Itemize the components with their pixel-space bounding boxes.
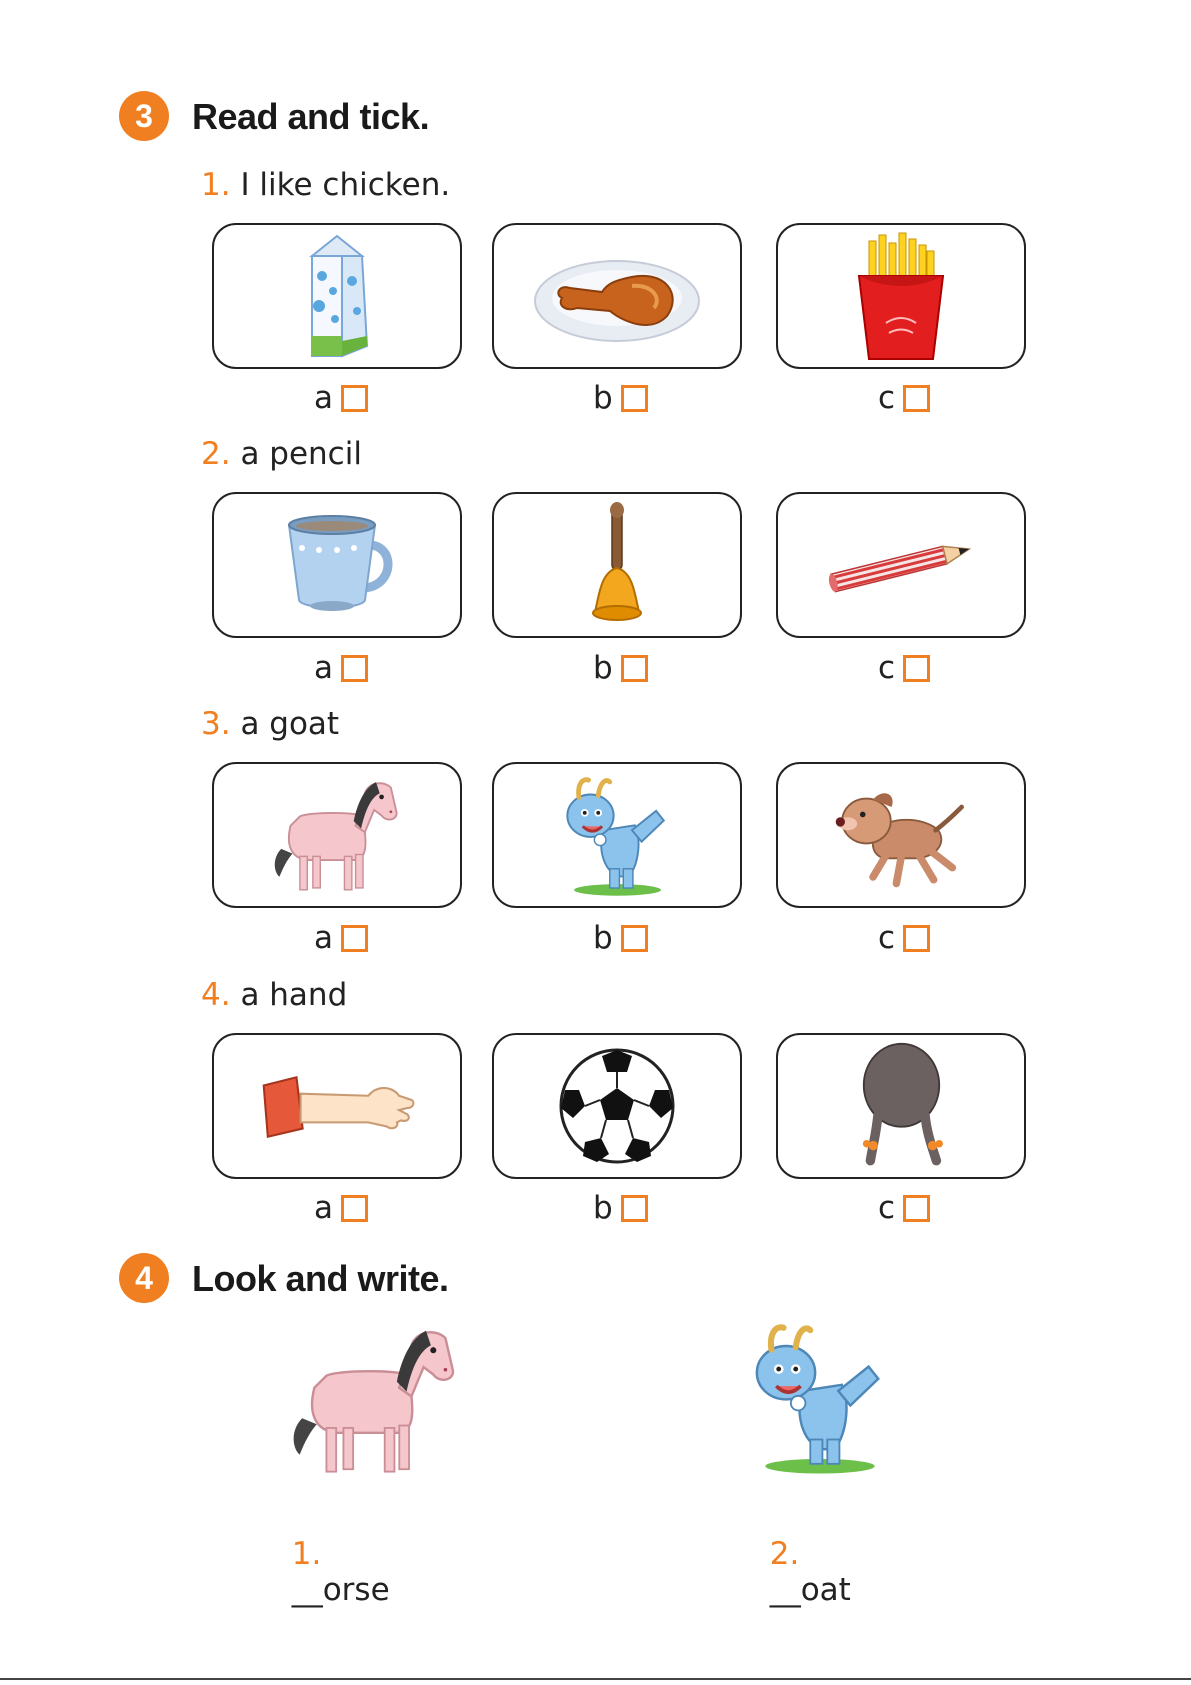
- write-item-number: 1.: [291, 1536, 322, 1572]
- pencil-picture: [776, 492, 1026, 638]
- option-a[interactable]: [314, 920, 368, 956]
- option-letter: b: [593, 380, 613, 416]
- question-number: 2.: [201, 436, 231, 472]
- option-letter: a: [314, 920, 333, 956]
- write-item-text: orse: [322, 1572, 390, 1608]
- chicken-leg-icon: [532, 246, 702, 346]
- option-b[interactable]: [593, 1190, 648, 1226]
- write-item-number: 2.: [769, 1536, 800, 1572]
- option-c[interactable]: [878, 380, 930, 416]
- question-line: [201, 436, 362, 472]
- tick-box[interactable]: [341, 925, 368, 952]
- option-letter: a: [314, 650, 333, 686]
- football-icon: [557, 1046, 677, 1166]
- goat-icon: [735, 1318, 905, 1476]
- football-picture: [492, 1033, 742, 1179]
- horse-icon: [290, 1320, 460, 1480]
- option-a[interactable]: [314, 650, 368, 686]
- option-letter: c: [878, 1190, 896, 1226]
- horse-icon: [272, 774, 402, 896]
- option-letter: b: [593, 1190, 613, 1226]
- tick-box[interactable]: [621, 1195, 648, 1222]
- page-bottom-rule: [0, 1678, 1191, 1680]
- hair-picture: [776, 1033, 1026, 1179]
- option-letter: b: [593, 650, 613, 686]
- option-letter: a: [314, 380, 333, 416]
- option-letter: c: [878, 650, 896, 686]
- question-number: 1.: [201, 167, 231, 203]
- question-number: 3.: [201, 706, 231, 742]
- tick-box[interactable]: [903, 1195, 930, 1222]
- chicken-leg-picture: [492, 223, 742, 369]
- option-c[interactable]: [878, 1190, 930, 1226]
- tick-box[interactable]: [903, 925, 930, 952]
- cup-picture: [212, 492, 462, 638]
- question-line: [201, 706, 339, 742]
- dog-icon: [831, 779, 971, 891]
- question-text: I like chicken.: [240, 167, 451, 203]
- option-b[interactable]: [593, 920, 648, 956]
- tick-box[interactable]: [621, 925, 648, 952]
- milk-carton-picture: [212, 223, 462, 369]
- hand-icon: [255, 1065, 420, 1147]
- option-letter: b: [593, 920, 613, 956]
- question-line: [201, 977, 347, 1013]
- hand-picture: [212, 1033, 462, 1179]
- write-blank[interactable]: __: [769, 1572, 801, 1608]
- option-b[interactable]: [593, 650, 648, 686]
- pencil-icon: [821, 535, 981, 595]
- section-number-badge: 3: [119, 91, 169, 141]
- section-title: Read and tick.: [192, 96, 430, 137]
- fries-icon: [851, 231, 951, 361]
- option-b[interactable]: [593, 380, 648, 416]
- option-c[interactable]: [878, 650, 930, 686]
- write-item: [750, 1500, 851, 1608]
- tick-box[interactable]: [341, 655, 368, 682]
- question-text: a pencil: [240, 436, 362, 472]
- tick-box[interactable]: [341, 1195, 368, 1222]
- write-item: [272, 1500, 390, 1608]
- tick-box[interactable]: [341, 385, 368, 412]
- cup-icon: [277, 510, 397, 620]
- fries-picture: [776, 223, 1026, 369]
- option-letter: c: [878, 920, 896, 956]
- hair-icon: [849, 1040, 954, 1172]
- question-line: [201, 167, 450, 203]
- dog-picture: [776, 762, 1026, 908]
- section-number-badge: 4: [119, 1253, 169, 1303]
- bell-picture: [492, 492, 742, 638]
- section-title: Look and write.: [192, 1258, 449, 1299]
- option-c[interactable]: [878, 920, 930, 956]
- option-letter: c: [878, 380, 896, 416]
- bell-icon: [587, 500, 647, 630]
- goat-picture: [492, 762, 742, 908]
- horse-picture: [212, 762, 462, 908]
- question-text: a hand: [240, 977, 348, 1013]
- milk-carton-icon: [297, 231, 377, 361]
- tick-box[interactable]: [903, 385, 930, 412]
- tick-box[interactable]: [903, 655, 930, 682]
- tick-box[interactable]: [621, 655, 648, 682]
- option-letter: a: [314, 1190, 333, 1226]
- question-text: a goat: [240, 706, 340, 742]
- goat-icon: [550, 772, 685, 898]
- tick-box[interactable]: [621, 385, 648, 412]
- write-item-text: oat: [800, 1572, 851, 1608]
- option-a[interactable]: [314, 1190, 368, 1226]
- write-blank[interactable]: __: [291, 1572, 323, 1608]
- option-a[interactable]: [314, 380, 368, 416]
- question-number: 4.: [201, 977, 231, 1013]
